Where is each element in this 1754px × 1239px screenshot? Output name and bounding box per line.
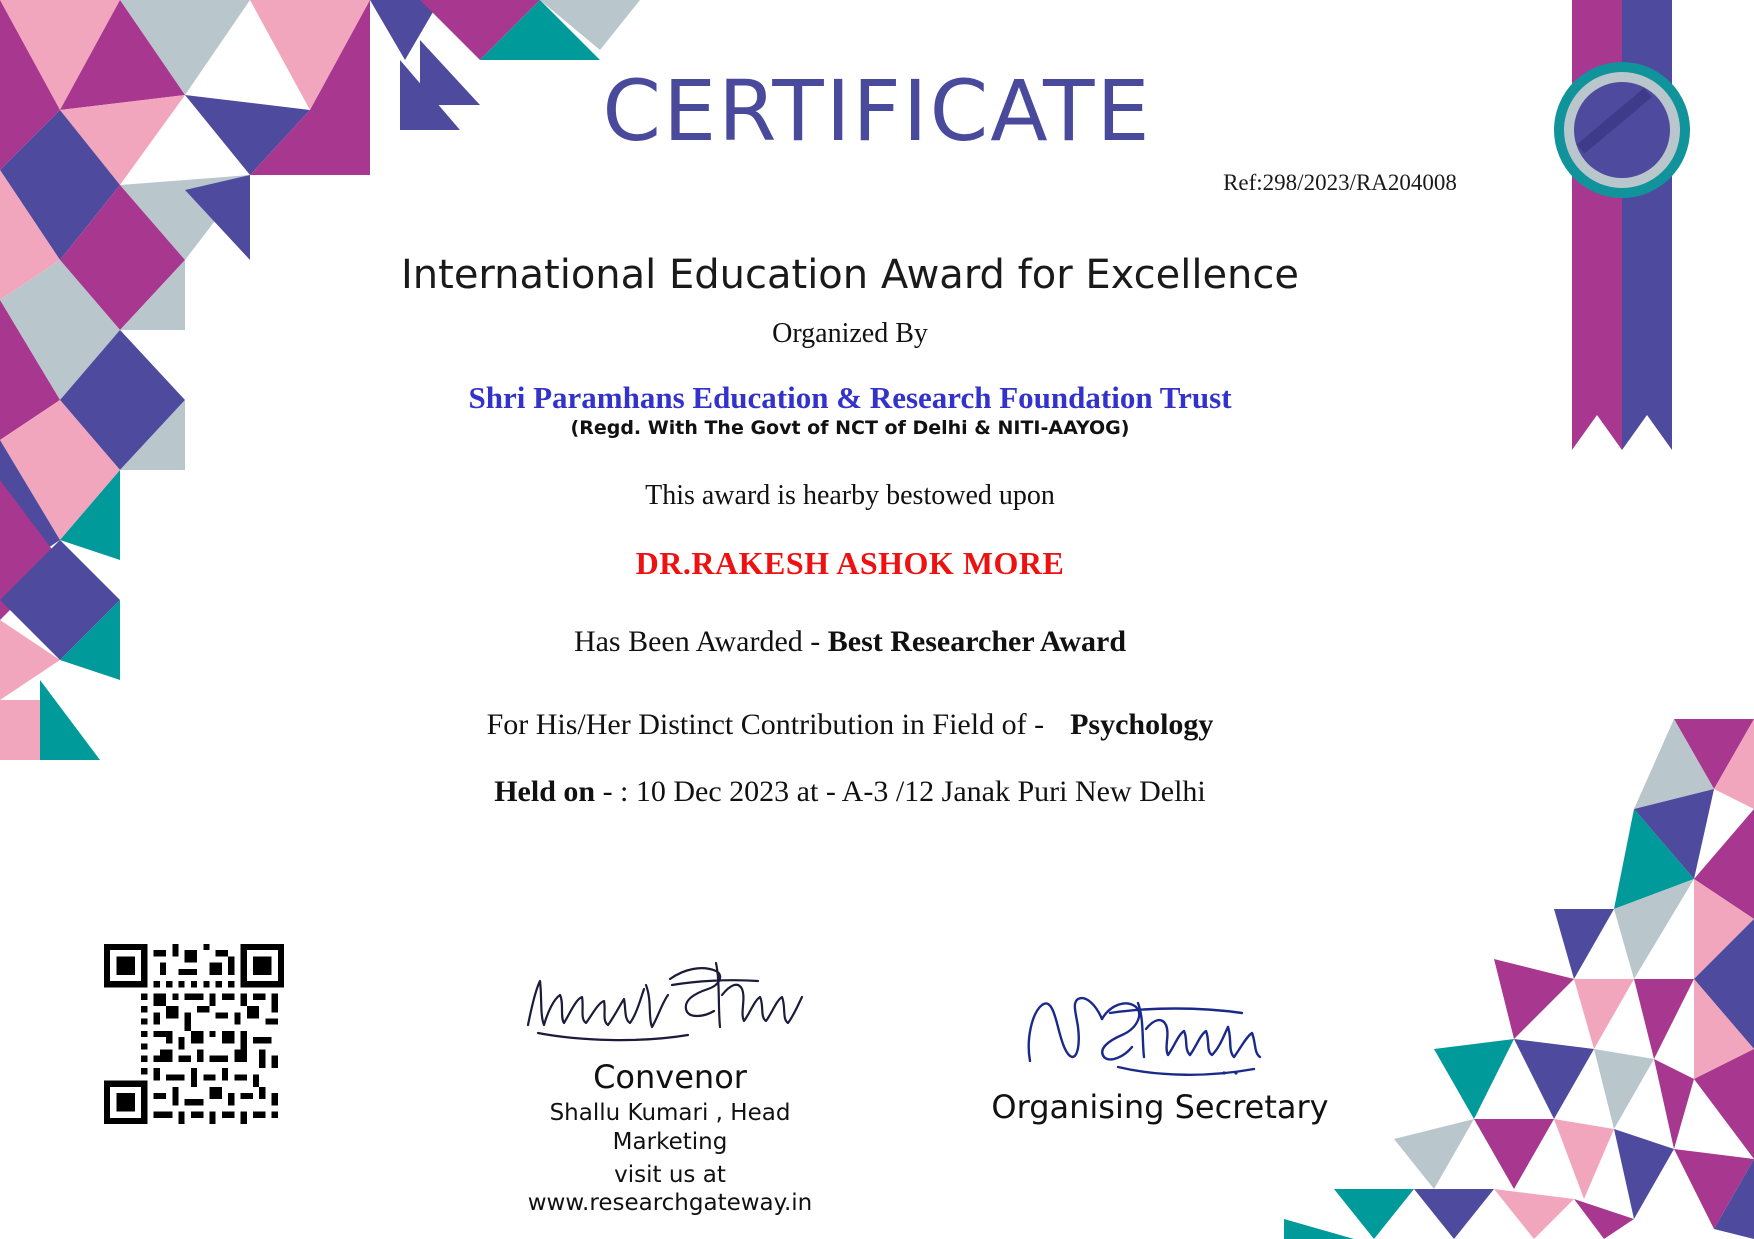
reference-number: Ref:298/2023/RA204008 [1223,170,1457,195]
certificate-title: CERTIFICATE [602,62,1152,160]
field-label: For His/Her Distinct Contribution in Field of - [486,708,1045,741]
recipient-name: DR.RAKESH ASHOK MORE [635,545,1065,581]
awarded-line [0,625,1700,659]
field-value: Psychology [1070,708,1214,741]
secretary-role: Organising Secretary [991,1088,1329,1126]
convenor-signature-image [520,955,820,1055]
organized-by-label: Organized By [772,318,928,349]
qr-code[interactable] [104,944,284,1124]
secretary-signature-image [1010,985,1310,1085]
organization-registration: (Regd. With The Govt of NCT of Delhi & NITI-AAYOG) [570,417,1130,439]
bestowed-text: This award is hearby bestowed upon [645,480,1055,511]
award-title: Best Researcher Award [827,625,1127,658]
convenor-role: Convenor [593,1058,747,1096]
organization-name: Shri Paramhans Education & Research Foundation Trust [468,380,1232,415]
field-line [0,708,1700,742]
held-line [0,775,1700,809]
signature-block-convenor [490,955,850,1218]
held-details: - : 10 Dec 2023 at - A-3 /12 Janak Puri New Delhi [602,775,1206,808]
awarded-label: Has Been Awarded - [573,625,828,658]
award-name: International Education Award for Excellence [400,252,1300,298]
convenor-name: Shallu Kumari , Head Marketing [549,1100,791,1155]
held-label: Held on [494,775,596,808]
convenor-website[interactable]: visit us at www.researchgateway.in [527,1161,813,1217]
signature-block-secretary [960,985,1360,1125]
